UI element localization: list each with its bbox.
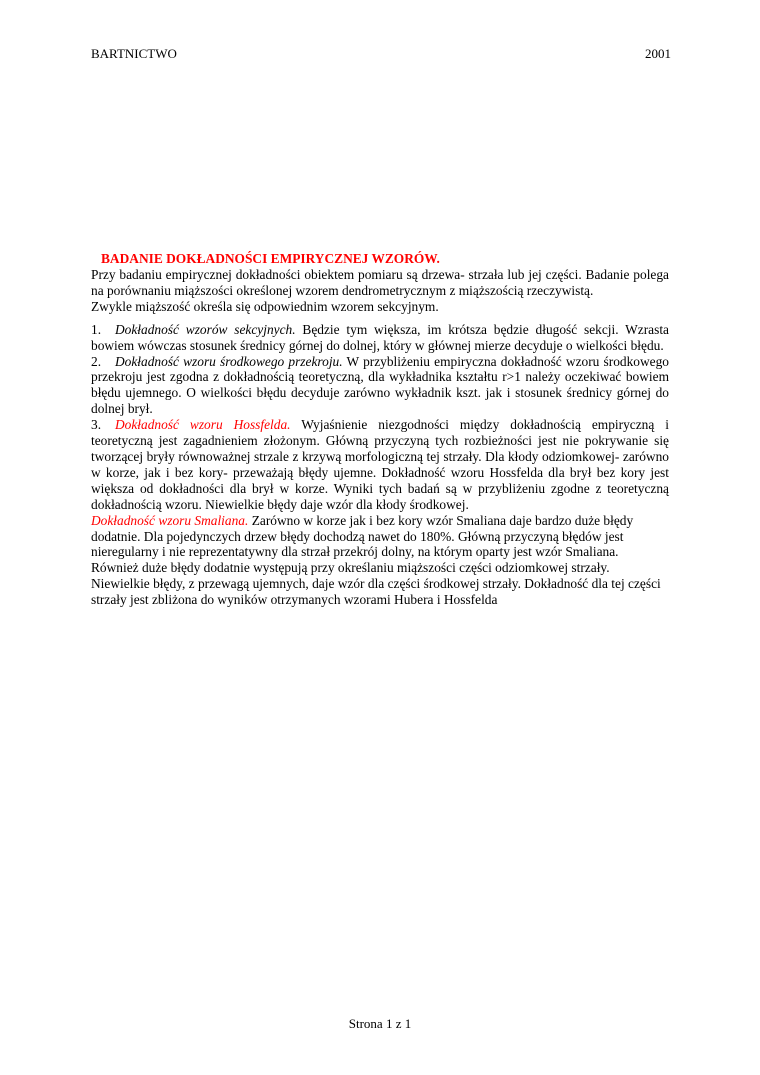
intro-paragraph: Przy badaniu empirycznej dokładności obiektem pomiaru są drzewa- strzała lub jej części. Badanie polega na porównaniu miąższości określonej wzorem dendrometrycznym z miąższością rzeczywistą. bbox=[91, 267, 669, 298]
item-2-heading: Dokładność wzoru środkowego przekroju. bbox=[115, 353, 343, 369]
item-3-number: 3. bbox=[91, 417, 102, 433]
smalian-paragraph bbox=[91, 513, 669, 608]
section-title: BADANIE DOKŁADNOŚCI EMPIRYCZNEJ WZORÓW. bbox=[101, 251, 440, 266]
item-2-text: W przybliżeniu empiryczna dokładność wzoru środkowego przekroju jest zgodna z dokładnością teoretyczną, dla wykładnika kształtu r>1 należy oczekiwać bowiem błędu ujemnego. O wielkości błędu decyduje zarówno wykładnik kszt. jak i stosunek średnicy górnej do dolnej brył. bbox=[91, 353, 669, 417]
item-3-heading: Dokładność wzoru Hossfelda. bbox=[115, 417, 291, 433]
item-3 bbox=[91, 417, 669, 512]
item-1 bbox=[91, 322, 669, 354]
header-right: 2001 bbox=[645, 46, 671, 61]
item-2 bbox=[91, 354, 669, 418]
item-1-text: Będzie tym większa, im krótsza będzie długość sekcji. Wzrasta bowiem wówczas stosunek średnicy górnej do dolnej, który w głównej mierze decyduje o wielkości błędu. bbox=[91, 321, 670, 353]
smalian-heading: Dokładność wzoru Smaliana. bbox=[91, 512, 249, 528]
item-3-text: Wyjaśnienie niezgodności między dokładnością empiryczną i teoretyczną jest zagadnieniem złożonym. Główną przyczyną tych rozbieżności jest nie pokrywanie się tworzącej bryły równoważnej strzale z krzywą morfologiczną tej strzały. Dla kłody odziomkowej- zarówno w korze, jak i bez kory- przeważają błędy ujemne. Dokładność wzoru Hossfelda dla brył bez kory jest większa od dokładności dla brył w korze. Wyniki tych badań są w przybliżeniu zgodne z teoretyczną dokładnością wzoru. Niewielkie błędy daje wzór dla kłody środkowej. bbox=[91, 417, 669, 512]
intro-last-line: Zwykle miąższość określa się odpowiednim wzorem sekcyjnym. bbox=[91, 298, 439, 314]
item-1-number: 1. bbox=[91, 321, 102, 337]
document-body bbox=[91, 251, 669, 608]
header-left: BARTNICTWO bbox=[91, 46, 177, 61]
item-1-heading: Dokładność wzorów sekcyjnych. bbox=[115, 321, 296, 337]
page-footer: Strona 1 z 1 bbox=[348, 1016, 412, 1031]
smalian-text: Zarówno w korze jak i bez kory wzór Smaliana daje bardzo duże błędy dodatnie. Dla pojedynczych drzew błędy dochodzą nawet do 180%. Główną przyczyną błędów jest nieregularny i nie reprezentatywny dla strzał przekrój dolny, na którym oparty jest wzór Smaliana. Również duże błędy dodatnie występują przy określaniu miąższości części odziomkowej strzały. Niewielkie błędy, z przewagą ujemnych, daje wzór dla części środkowej strzały. Dokładność dla tej części strzały jest zbliżona do wyników otrzymanych wzorami Hubera i Hossfelda bbox=[91, 512, 661, 608]
item-2-number: 2. bbox=[91, 353, 102, 369]
